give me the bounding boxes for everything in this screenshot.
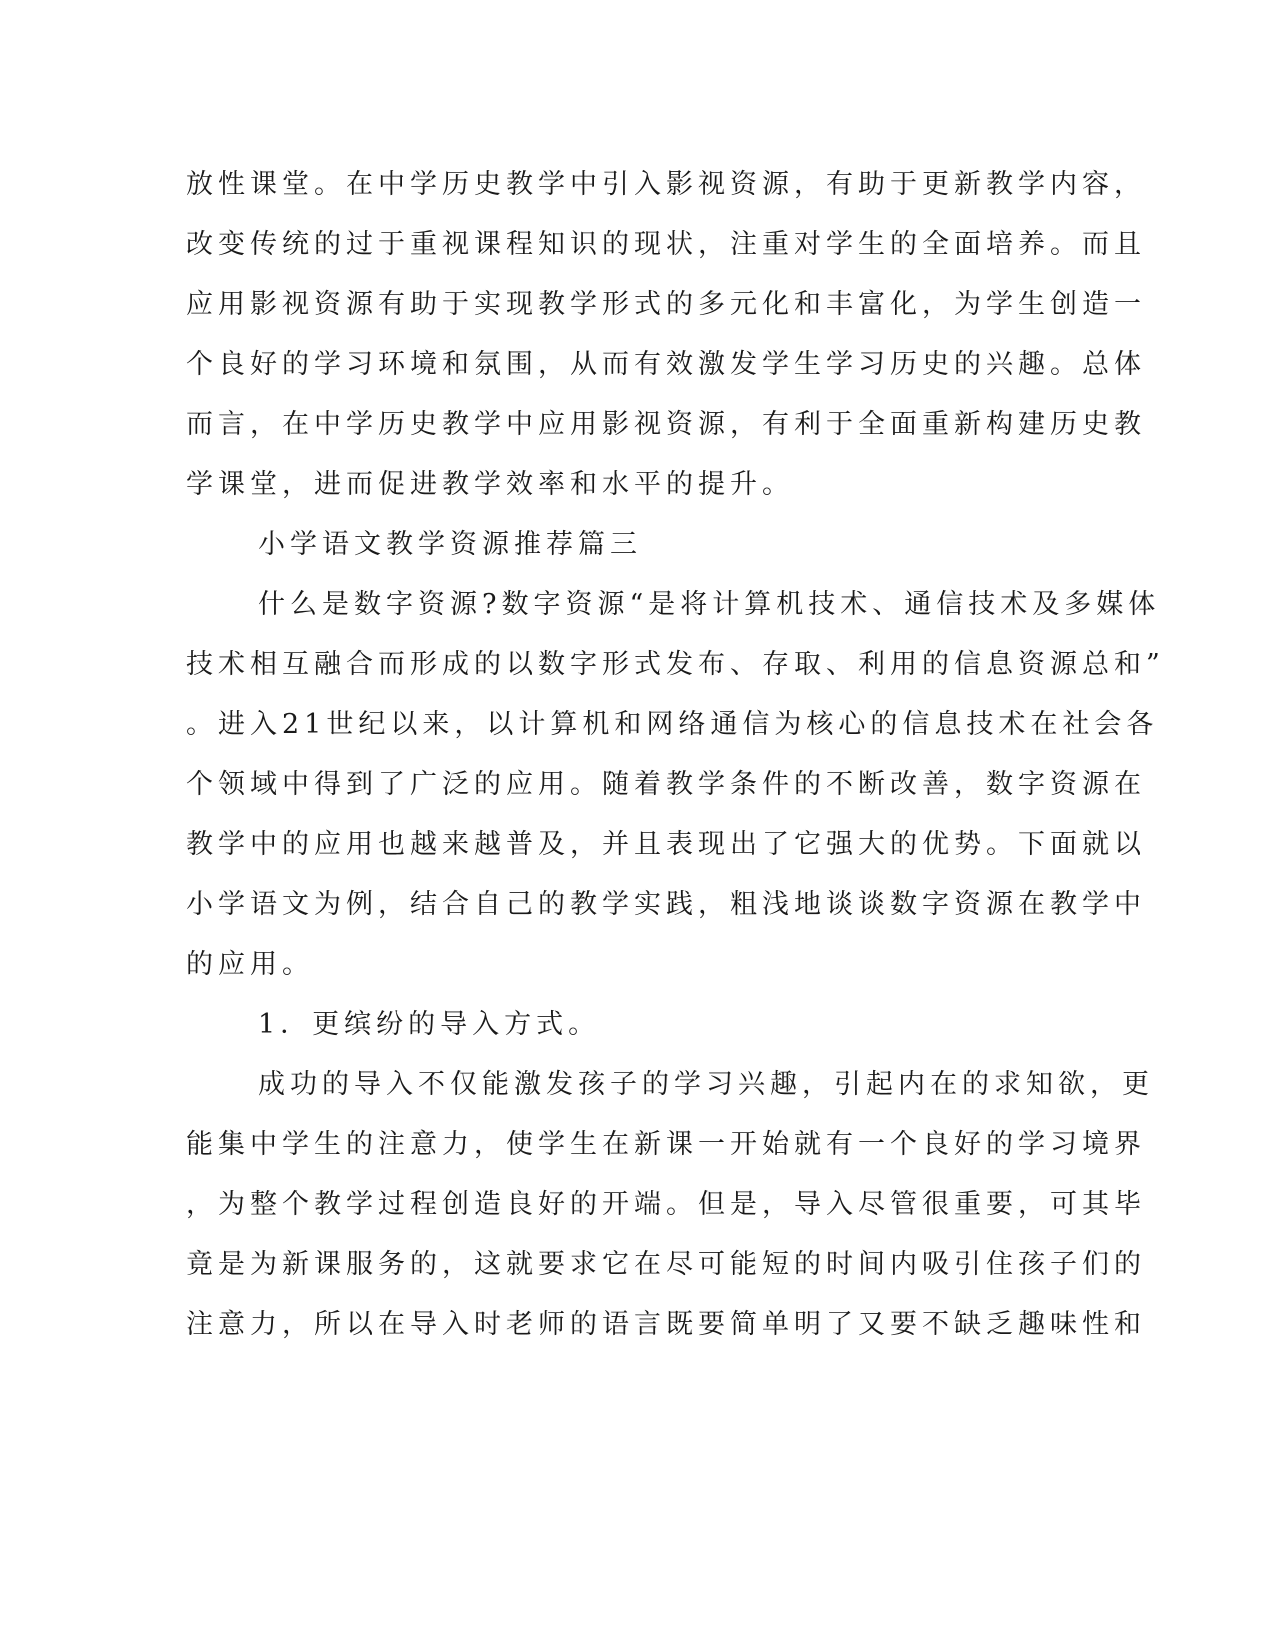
paragraph-line: ，为整个教学过程创造良好的开端。但是，导入尽管很重要，可其毕 (186, 1189, 1146, 1220)
paragraph-line: 个领域中得到了广泛的应用。随着教学条件的不断改善，数字资源在 (186, 769, 1146, 800)
paragraph-line: 技术相互融合而形成的以数字形式发布、存取、利用的信息资源总和” (186, 649, 1165, 680)
subsection-heading: 1．更缤纷的导入方式。 (258, 1009, 601, 1040)
paragraph-line: 能集中学生的注意力，使学生在新课一开始就有一个良好的学习境界 (186, 1129, 1146, 1160)
paragraph-line: 学课堂，进而促进教学效率和水平的提升。 (186, 469, 794, 500)
paragraph-line: 竟是为新课服务的，这就要求它在尽可能短的时间内吸引住孩子们的 (186, 1249, 1146, 1280)
paragraph-line: 放性课堂。在中学历史教学中引入影视资源，有助于更新教学内容， (186, 169, 1146, 200)
paragraph-line: 的应用。 (186, 949, 314, 980)
paragraph-line: 改变传统的过于重视课程知识的现状，注重对学生的全面培养。而且 (186, 229, 1146, 260)
paragraph-line: 什么是数字资源?数字资源“是将计算机技术、通信技术及多媒体 (258, 589, 1161, 620)
paragraph-line: 小学语文为例，结合自己的教学实践，粗浅地谈谈数字资源在教学中 (186, 889, 1146, 920)
paragraph-line: 注意力，所以在导入时老师的语言既要简单明了又要不缺乏趣味性和 (186, 1309, 1146, 1340)
paragraph-line: 应用影视资源有助于实现教学形式的多元化和丰富化，为学生创造一 (186, 289, 1146, 320)
paragraph-line: 而言，在中学历史教学中应用影视资源，有利于全面重新构建历史教 (186, 409, 1146, 440)
paragraph-line: 个良好的学习环境和氛围，从而有效激发学生学习历史的兴趣。总体 (186, 349, 1146, 380)
section-heading: 小学语文教学资源推荐篇三 (258, 529, 642, 560)
paragraph-line: 教学中的应用也越来越普及，并且表现出了它强大的优势。下面就以 (186, 829, 1146, 860)
paragraph-line: 。进入21世纪以来，以计算机和网络通信为核心的信息技术在社会各 (186, 709, 1159, 740)
paragraph-line: 成功的导入不仅能激发孩子的学习兴趣，引起内在的求知欲，更 (258, 1069, 1154, 1100)
